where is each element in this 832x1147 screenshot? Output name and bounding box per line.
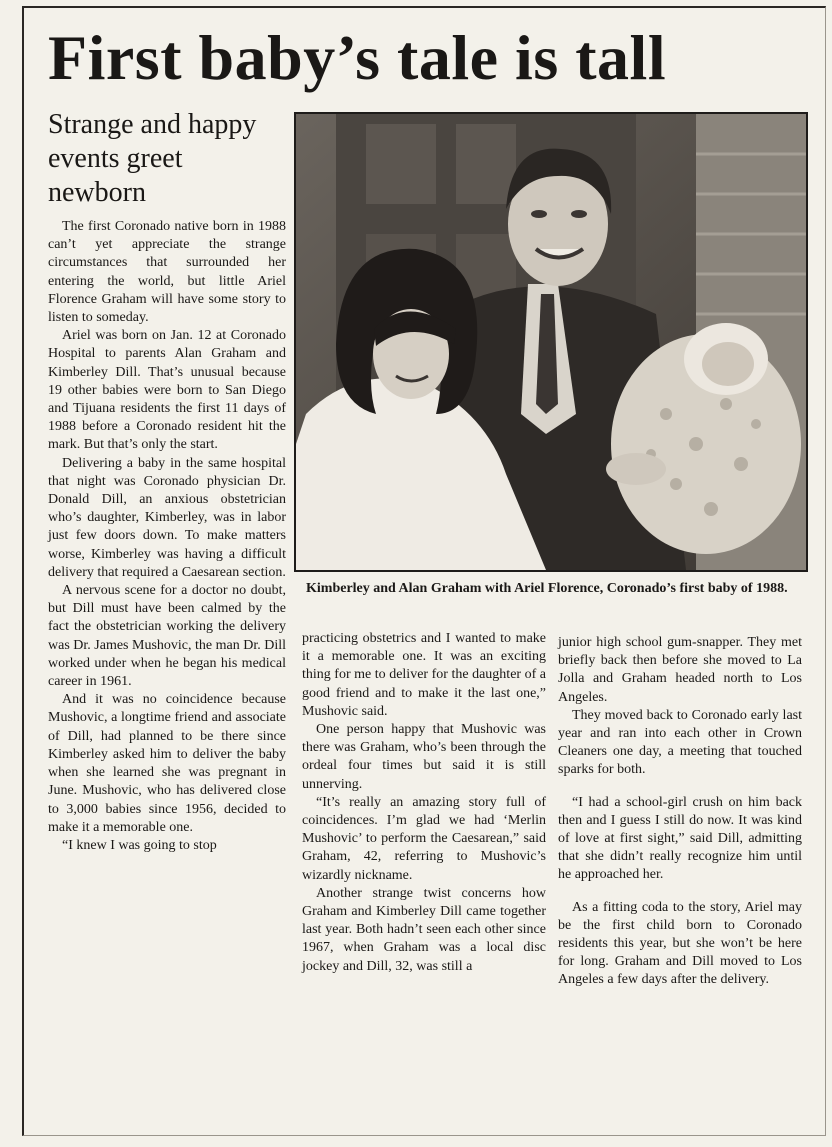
- article-column-1: [48, 218, 286, 855]
- article-column-3: [558, 634, 802, 990]
- paragraph: Another strange twist concerns how Graham and Kimberley Dill came together last year. Both hadn’t seen each other since 1967, when Graham was a local disc jockey and Dill, 32, was still a: [302, 885, 546, 974]
- paragraph: “It’s really an amazing story full of coincidences. I’m glad we had ‘Merlin Mushovic’ to perform the Caesarean,” said Graham, 42, referring to Mushovic’s wizardly nickname.: [302, 794, 546, 883]
- family-photo-illustration: [296, 114, 806, 570]
- paragraph: As a fitting coda to the story, Ariel may be the first child born to Coronado residents this year, but she won’t be here for long. Graham and Dill moved to Los Angeles a few days after the delivery.: [558, 899, 802, 988]
- paragraph: The first Coronado native born in 1988 can’t yet appreciate the strange circumstances that surrounded her entering the world, but little Ariel Florence Graham will have some story to listen to someday.: [48, 219, 286, 326]
- paragraph: And it was no coincidence because Mushovic, a longtime friend and associate of Dill, had planned to be there since Kimberley asked him to deliver the baby when she learned she was pregnant in June. Mushovic, who has delivered close to 3,000 babies since 1956, decided to make it a memorable one.: [48, 692, 286, 835]
- family-photo: [294, 112, 808, 572]
- paragraph: junior high school gum-snapper. They met briefly back then before she moved to La Jolla and Graham headed north to Los Angeles.: [558, 635, 802, 705]
- paragraph: “I had a school-girl crush on him back then and I guess I still do now. It was kind of love at first sight,” said Dill, admitting that she didn’t really recognize him until he approached her.: [558, 794, 802, 883]
- subheadline: Strange and happy events greet newborn: [48, 109, 257, 208]
- photo-caption: Kimberley and Alan Graham with Ariel Florence, Coronado’s first baby of 1988.: [306, 581, 788, 596]
- paragraph: Ariel was born on Jan. 12 at Coronado Hospital to parents Alan Graham and Kimberley Dill. That’s unusual because 19 other babies were born to San Diego and Tijuana residents the first 11 days of 1988 before a Coronado resident hit the mark. But that’s only the start.: [48, 328, 286, 453]
- article-column-2: [302, 630, 546, 976]
- paragraph: practicing obstetrics and I wanted to make it a memorable one. It was an exciting thing for me to deliver for the daughter of a good friend and to make it the last one,” Mushovic said.: [302, 631, 546, 719]
- paragraph: They moved back to Coronado early last year and ran into each other in Crown Cleaners one day, a meeting that touched sparks for both.: [558, 707, 802, 778]
- headline: First baby’s tale is tall: [48, 22, 667, 93]
- paragraph: Delivering a baby in the same hospital that night was Coronado physician Dr. Donald Dill, an anxious obstetrician who’s daughter, Kimberley, was in labor just few doors down. To make matters worse, Kimberley was having a difficult delivery that required a Caesarean section.: [48, 455, 286, 580]
- paragraph: “I knew I was going to stop: [62, 837, 217, 853]
- paragraph: A nervous scene for a doctor no doubt, but Dill must have been calmed by the fact the obstetrician working the delivery was Dr. James Mushovic, the man Dr. Dill worked under when he began his medical career in 1961.: [48, 583, 286, 690]
- paragraph: One person happy that Mushovic was there was Graham, who’s been through the ordeal four times but said it is still unnerving.: [302, 722, 546, 792]
